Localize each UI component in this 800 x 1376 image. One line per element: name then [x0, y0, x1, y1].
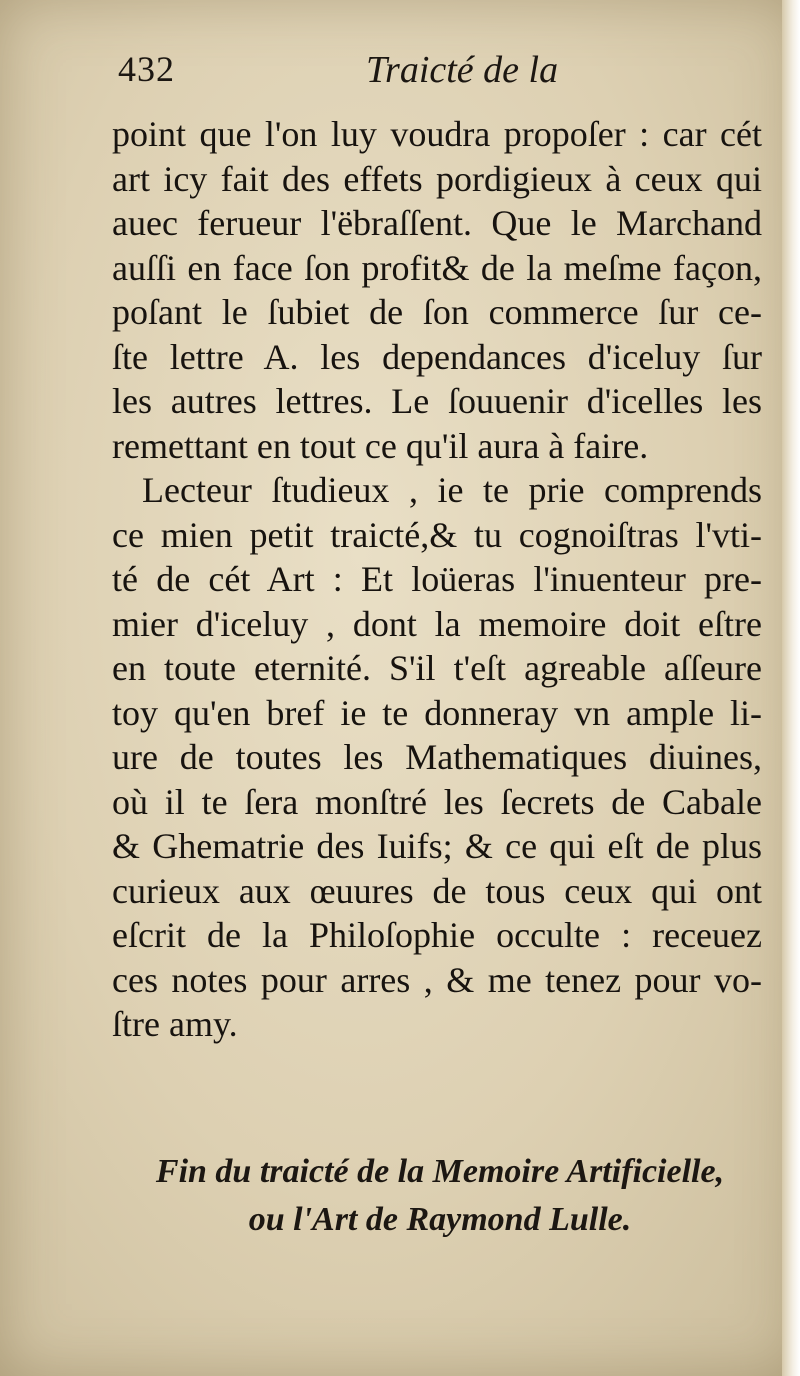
- text-line: té de cét Art : Et loüeras l'inuenteur pre-: [112, 559, 762, 599]
- text-line: ſtre amy.: [112, 1004, 238, 1044]
- text-line: ſte lettre A. les dependances d'iceluy ſur: [112, 336, 762, 377]
- text-line: art icy fait des effets pordigieux à ceux qui: [112, 158, 762, 199]
- text-line: où il te ſera monſtré les ſecrets de Cabale: [112, 781, 762, 822]
- text-line: auſſi en face ſon profit& de la meſme façon,: [112, 247, 762, 288]
- colophon: [150, 1148, 730, 1244]
- text-line: poſant le ſubiet de ſon commerce ſur ce-: [112, 292, 762, 332]
- page-number: 432: [118, 49, 175, 89]
- body-text: [112, 112, 762, 1047]
- paragraph-2: [112, 468, 762, 1047]
- colophon-line: Fin du traicté de la Memoire Artificielle,: [155, 1153, 725, 1190]
- text-line: curieux aux œuures de tous ceux qui ont: [112, 870, 762, 911]
- page-edge: [782, 0, 800, 1376]
- text-line: ce mien petit traicté,& tu cognoiſtras l'vti-: [112, 514, 762, 555]
- paragraph-1: [112, 112, 762, 468]
- text-line: ure de toutes les Mathematiques diuines,: [112, 737, 762, 777]
- running-head: Traicté de la: [366, 49, 559, 91]
- text-line: les autres lettres. Le ſouuenir d'icelles les: [112, 381, 762, 421]
- text-line: en toute eternité. S'il t'eſt agreable aſſeure: [112, 648, 762, 688]
- text-line: auec ferueur l'ëbraſſent. Que le Marchand: [112, 203, 762, 243]
- text-line: point que l'on luy voudra propoſer : car cét: [112, 114, 762, 154]
- page-header: [118, 48, 758, 108]
- text-line: & Ghematrie des Iuifs; & ce qui eſt de plus: [112, 826, 762, 866]
- text-line: mier d'iceluy , dont la memoire doit eſtre: [112, 603, 762, 644]
- text-line: remettant en tout ce qu'il aura à faire.: [112, 425, 649, 466]
- text-line: eſcrit de la Philoſophie occulte : receuez: [112, 915, 762, 955]
- text-line: Lecteur ſtudieux , ie te prie comprends: [142, 470, 762, 510]
- text-line: ces notes pour arres , & me tenez pour vo-: [112, 959, 762, 1000]
- colophon-line: ou l'Art de Raymond Lulle.: [248, 1201, 632, 1238]
- text-line: toy qu'en bref ie te donneray vn ample li-: [112, 692, 762, 733]
